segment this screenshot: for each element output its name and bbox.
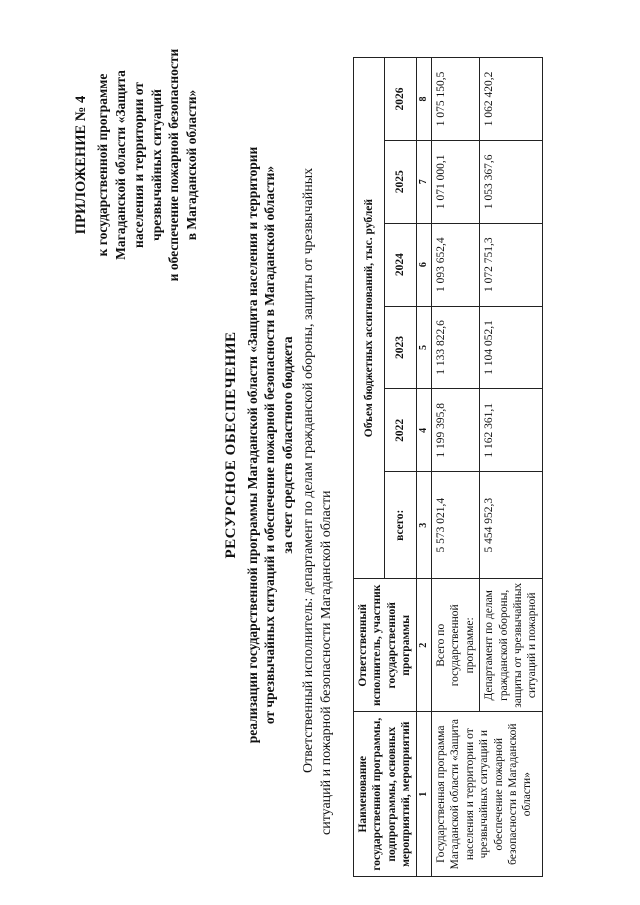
- year-value-cell: 1 071 000,1: [432, 140, 480, 223]
- heading-line: за счет средств областного бюджета: [279, 336, 295, 554]
- column-number: 6: [416, 223, 432, 306]
- year-value-cell: 1 104 052,1: [480, 306, 543, 389]
- resource-table: [353, 57, 543, 877]
- header-executor: Ответственный исполнитель, участник государственной программы: [354, 579, 417, 712]
- heading-line: реализации государственной программы Магаданской области «Защита населения и территории: [244, 146, 260, 744]
- header-total: всего:: [385, 472, 416, 579]
- program-name-cell: Государственная программа Магаданской области «Защита населения и территории от чрезвычайных ситуаций и обеспечение пожарной безопасности в Магаданской области»: [432, 712, 543, 877]
- header-name: Наименование государственной программы, подпрограммы, основных мероприятий, мероприятий: [354, 712, 417, 877]
- year-value-cell: 1 072 751,3: [480, 223, 543, 306]
- column-number: 5: [416, 306, 432, 389]
- total-cell: 5 573 021,4: [432, 472, 480, 579]
- year-value-cell: 1 075 150,5: [432, 58, 480, 141]
- column-number: 2: [416, 579, 432, 712]
- total-cell: 5 454 952,3: [480, 472, 543, 579]
- appendix-line: и обеспечение пожарной безопасности: [166, 48, 182, 282]
- column-number: 7: [416, 140, 432, 223]
- column-number: 1: [416, 712, 432, 877]
- appendix-line: к государственной программе: [95, 73, 111, 257]
- header-year: 2026: [385, 58, 416, 141]
- document-heading: [222, 55, 296, 835]
- column-number: 3: [416, 472, 432, 579]
- header-year: 2024: [385, 223, 416, 306]
- header-year: 2022: [385, 389, 416, 472]
- column-number-row: [416, 58, 432, 877]
- year-value-cell: 1 062 420,2: [480, 58, 543, 141]
- heading-title: РЕСУРСНОЕ ОБЕСПЕЧЕНИЕ: [223, 331, 239, 559]
- appendix-title: ПРИЛОЖЕНИЕ № 4: [73, 95, 89, 235]
- responsible-line: ситуаций и пожарной безопасности Магаданской области: [319, 490, 335, 835]
- header-year: 2025: [385, 140, 416, 223]
- column-number: 8: [416, 58, 432, 141]
- year-value-cell: 1 053 367,6: [480, 140, 543, 223]
- year-value-cell: 1 199 395,8: [432, 389, 480, 472]
- header-year: 2023: [385, 306, 416, 389]
- heading-line: от чрезвычайных ситуаций и обеспечение пожарной безопасности в Магаданской области»: [262, 165, 278, 725]
- year-value-cell: 1 093 652,4: [432, 223, 480, 306]
- header-volume: Объем бюджетных ассигнований, тыс. рублей: [354, 58, 385, 579]
- appendix-line: населения и территории от: [130, 82, 146, 248]
- responsible-line: Ответственный исполнитель: департамент по делам гражданской обороны, защиты от чрезвычайных: [301, 167, 316, 773]
- executor-cell: Департамент по делам гражданской обороны, защиты от чрезвычайных ситуаций и пожарной: [480, 579, 543, 712]
- appendix-line: в Магаданской области»: [184, 89, 200, 241]
- table-row: [432, 58, 480, 877]
- year-value-cell: 1 162 361,1: [480, 389, 543, 472]
- column-number: 4: [416, 389, 432, 472]
- year-value-cell: 1 133 822,6: [432, 306, 480, 389]
- responsible-executor: [300, 35, 337, 835]
- appendix-line: Магаданской области «Защита: [112, 70, 128, 260]
- appendix-block: [72, 15, 201, 315]
- header-row: [354, 58, 385, 877]
- appendix-line: чрезвычайных ситуаций: [148, 89, 164, 241]
- executor-cell: Всего по государственной программе:: [432, 579, 480, 712]
